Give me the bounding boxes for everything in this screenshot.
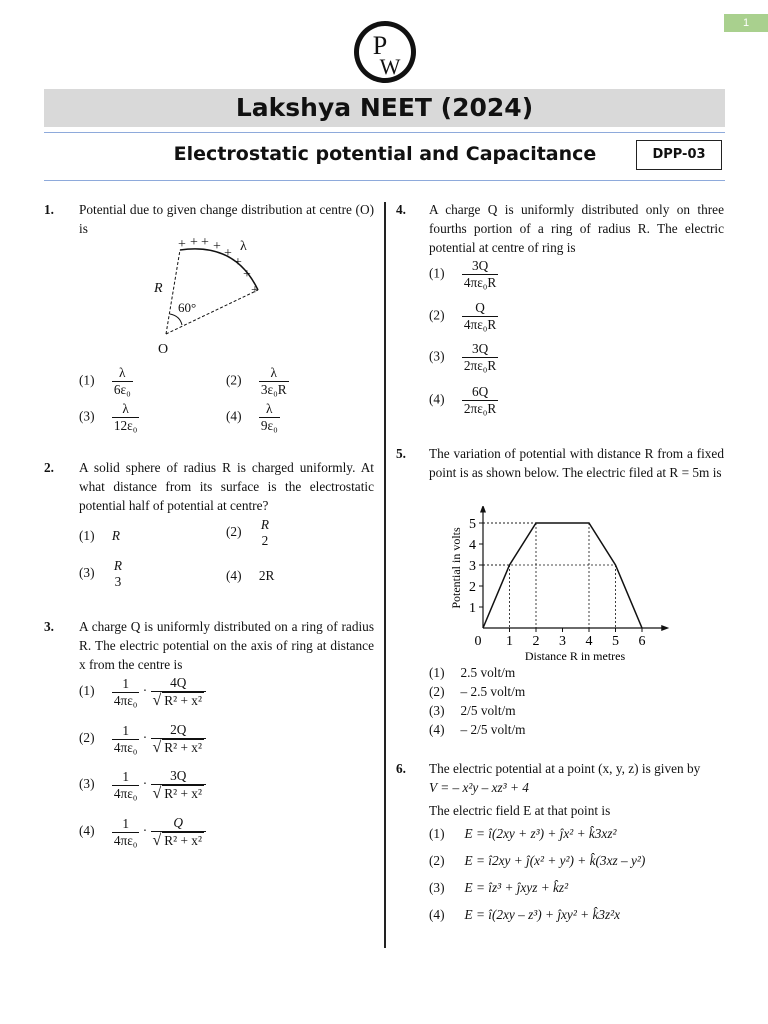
svg-text:+: + (190, 235, 198, 250)
option[interactable]: (4) 2R (226, 568, 275, 583)
question-number: 5. (396, 446, 406, 461)
svg-text:λ: λ (240, 239, 247, 254)
page-title: Lakshya NEET (2024) (235, 93, 534, 122)
x-tick-label: 6 (638, 634, 646, 649)
question-number: 1. (44, 202, 54, 217)
option[interactable]: (2) $\frac{\lambda}{\text{3ε₀R}}$ (226, 365, 287, 397)
x-tick-label: 3 (559, 634, 566, 649)
y-tick-label: 5 (469, 517, 476, 532)
option[interactable]: (2) E = î2xy + ĵ(x² + y²) + k̂(3xz – y²) (429, 853, 646, 868)
option[interactable]: (1) 2.5 volt/m (429, 665, 516, 680)
svg-text:R: R (154, 281, 163, 296)
option[interactable]: (3) $\frac{3Q}{\text{2πε₀R}}$ (429, 341, 497, 373)
option[interactable]: (1) R (79, 528, 120, 543)
potential-equation: V = – x²y – xz³ + 4 (429, 780, 529, 795)
y-tick-label: 4 (469, 538, 476, 553)
y-axis-arrow (480, 506, 486, 513)
x-tick-label: 0 (474, 634, 482, 649)
option[interactable]: (4) – 2/5 volt/m (429, 722, 526, 737)
svg-text:+: + (243, 267, 251, 282)
option[interactable]: (4) $\frac{1}{\text{4πε₀}}$ · $\frac{Q}{\text{√ R² + x²}}$ (79, 815, 206, 849)
divider (44, 180, 725, 181)
option[interactable]: (3) $\frac{\lambda}{\text{12ε₀}}$ (79, 401, 138, 433)
divider (44, 132, 725, 133)
question-number: 3. (44, 619, 54, 634)
option[interactable]: (4) $\frac{\lambda}{\text{9ε₀}}$ (226, 401, 278, 433)
question-text: The electric potential at a point (x, y, z) is given by (429, 761, 701, 776)
option[interactable]: (2) $\frac{Q}{\text{4πε₀R}}$ (429, 300, 497, 332)
option[interactable]: (1) $\frac{1}{\text{4πε₀}}$ · $\frac{4Q}{\text{√ R² + x²}}$ (79, 675, 206, 709)
svg-text:+: + (178, 237, 186, 252)
option[interactable]: (1) $\frac{3Q}{\text{4πε₀R}}$ (429, 258, 497, 290)
option[interactable]: (1) $\frac{\lambda}{\text{6ε₀}}$ (79, 365, 131, 397)
y-tick-label: 1 (469, 601, 476, 616)
question-text: A charge Q is uniformly distributed on a ring of radius R. The electric potential on the axis of ring at distance x from the centre is (79, 619, 374, 672)
x-axis-label: Distance R in metres (524, 649, 626, 663)
question-number: 2. (44, 460, 54, 475)
question-text: A solid sphere of radius R is charged uniformly. At what distance from its surface is the electrostatic potential half of potential at centre? (79, 460, 374, 513)
svg-text:P: P (372, 31, 388, 60)
question-number: 6. (396, 761, 406, 776)
dpp-badge: DPP-03 (636, 140, 722, 170)
option[interactable]: (1) E = î(2xy + z³) + ĵx² + k̂3xz² (429, 826, 617, 841)
charge-arc-figure (140, 232, 280, 357)
svg-text:+: + (251, 283, 259, 298)
y-tick-label: 2 (469, 580, 476, 595)
svg-text:W: W (379, 54, 401, 79)
svg-text:+: + (201, 235, 209, 250)
x-tick-label: 5 (612, 634, 619, 649)
x-axis-arrow (661, 625, 669, 631)
question-number: 4. (396, 202, 406, 217)
y-tick-label: 3 (469, 559, 476, 574)
page-number: 1 (724, 14, 768, 32)
option[interactable]: (4) $\frac{6Q}{\text{2πε₀R}}$ (429, 384, 497, 416)
svg-text:+: + (224, 246, 232, 261)
potential-chart (440, 506, 680, 666)
pw-logo-icon (353, 20, 417, 84)
chapter-title: Electrostatic potential and Capacitance (173, 143, 597, 165)
question-text: A charge Q is uniformly distributed only on three fourths portion of a ring of radius R. The electric potential at centre of ring is (429, 202, 724, 255)
potential-line (483, 523, 642, 628)
y-axis-label: Potential in volts (449, 527, 463, 609)
x-tick-label: 2 (532, 634, 540, 649)
option[interactable]: (3) E = îz³ + ĵxyz + k̂z² (429, 880, 569, 895)
option[interactable]: (2) – 2.5 volt/m (429, 684, 526, 699)
option[interactable]: (3) R 3 (79, 558, 122, 589)
option[interactable]: (2) $\frac{1}{\text{4πε₀}}$ · $\frac{2Q}{\text{√ R² + x²}}$ (79, 722, 206, 756)
option[interactable]: (2) R 2 (226, 517, 269, 548)
x-tick-label: 1 (506, 634, 513, 649)
svg-text:+: + (234, 255, 242, 270)
svg-text:60°: 60° (178, 300, 197, 315)
x-tick-label: 4 (585, 634, 593, 649)
question-text: Potential due to given change distribution at centre (O) is (79, 202, 374, 236)
column-divider (384, 202, 386, 948)
option[interactable]: (4) E = î(2xy – z³) + ĵxy² + k̂3z²x (429, 907, 621, 922)
svg-text:O: O (158, 342, 169, 357)
svg-text:+: + (213, 239, 221, 254)
question-text: The electric field E at that point is (429, 803, 611, 818)
option[interactable]: (3) 2/5 volt/m (429, 703, 516, 718)
option[interactable]: (3) $\frac{1}{\text{4πε₀}}$ · $\frac{3Q}{\text{√ R² + x²}}$ (79, 768, 206, 802)
question-text: The variation of potential with distance R from a fixed point is as shown below. The electric filed at R = 5m is (429, 446, 724, 480)
title-bar (44, 89, 725, 127)
